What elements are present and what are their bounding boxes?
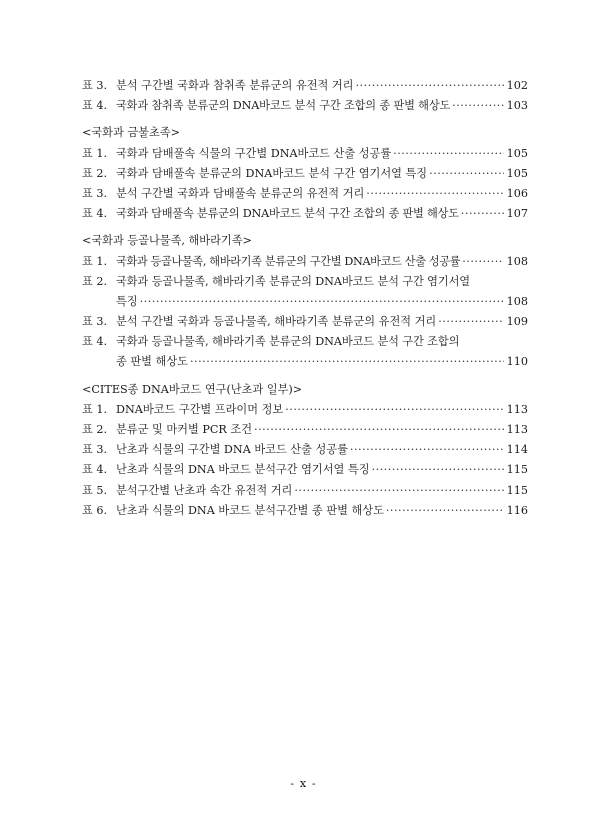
leader-dots bbox=[461, 204, 504, 224]
leader-dots bbox=[393, 144, 504, 164]
toc-entry-page: 108 bbox=[506, 254, 528, 268]
toc-entry-title-continued: 종 판별 해상도 bbox=[116, 355, 188, 369]
toc-entry-number: 표 5. bbox=[82, 483, 108, 497]
toc-entry-number: 표 1. bbox=[82, 402, 108, 416]
leader-dots bbox=[372, 460, 504, 480]
toc-group-cites-orchidaceae bbox=[82, 380, 528, 521]
toc-group-inuleae bbox=[82, 123, 528, 224]
toc-entry-continuation[interactable] bbox=[82, 352, 528, 372]
toc-entry[interactable] bbox=[82, 481, 528, 501]
toc-entry-title: 분류군 및 마커별 PCR 조건 bbox=[116, 423, 253, 436]
toc-entry-page: 102 bbox=[506, 79, 528, 92]
toc-entry[interactable] bbox=[82, 184, 528, 204]
toc-entry-page: 103 bbox=[506, 99, 528, 113]
section-heading: <국화과 등골나물족, 해바라기족> bbox=[82, 234, 252, 248]
toc-entry-title: 분석 구간별 국화과 등골나물족, 해바라기족 분류군의 유전적 거리 bbox=[116, 315, 437, 329]
toc-entry-title: 분석구간별 난초과 속간 유전적 거리 bbox=[116, 483, 293, 497]
leader-dots bbox=[254, 420, 504, 440]
toc-entry-number: 표 2. bbox=[82, 274, 108, 288]
toc-entry-number: 표 3. bbox=[82, 186, 108, 200]
toc-entry-first-line[interactable] bbox=[82, 332, 528, 352]
toc-entry-page: 110 bbox=[506, 355, 528, 369]
toc-entry[interactable] bbox=[82, 400, 528, 420]
toc-entry-title: 난초과 식물의 DNA 바코드 분석구간 염기서열 특징 bbox=[116, 463, 370, 477]
toc-entry-number: 표 4. bbox=[82, 463, 108, 477]
toc-entry-title: 국화과 등골나물족, 해바라기족 분류군의 구간별 DNA바코드 산출 성공률 bbox=[116, 254, 461, 268]
toc-entry-number: 표 4. bbox=[82, 207, 108, 221]
leader-dots bbox=[429, 164, 504, 184]
section-heading: <CITES종 DNA바코드 연구(난초과 일부)> bbox=[82, 382, 303, 396]
toc-entry-title-continued: 특징 bbox=[116, 294, 138, 308]
toc-entry-number: 표 1. bbox=[82, 254, 108, 268]
toc-entry-number: 표 4. bbox=[82, 335, 108, 349]
toc-entry-number: 표 1. bbox=[82, 146, 108, 160]
leader-dots bbox=[366, 184, 503, 204]
toc-entry-number: 표 2. bbox=[82, 166, 108, 180]
toc-entry[interactable] bbox=[82, 164, 528, 184]
leader-dots bbox=[350, 440, 504, 460]
toc-entry[interactable] bbox=[82, 204, 528, 224]
toc-entry-title: 국화과 등골나물족, 해바라기족 분류군의 DNA바코드 분석 구간 염기서열 bbox=[116, 274, 470, 288]
toc-entry[interactable] bbox=[82, 460, 528, 480]
table-of-contents bbox=[82, 76, 528, 521]
toc-entry[interactable] bbox=[82, 420, 528, 440]
toc-entry-page: 107 bbox=[506, 207, 528, 221]
section-heading: <국화과 금불초족> bbox=[82, 126, 180, 140]
toc-entry[interactable] bbox=[82, 144, 528, 164]
toc-entry-page: 116 bbox=[506, 503, 528, 517]
toc-entry-page: 115 bbox=[506, 483, 528, 497]
toc-entry[interactable] bbox=[82, 440, 528, 460]
page-number: - x - bbox=[290, 776, 317, 790]
leader-dots bbox=[355, 76, 503, 96]
toc-entry-title: DNA바코드 구간별 프라이머 정보 bbox=[116, 402, 284, 416]
toc-entry-page: 109 bbox=[506, 315, 528, 329]
toc-entry-title: 국화과 등골나물족, 해바라기족 분류군의 DNA바코드 분석 구간 조합의 bbox=[116, 335, 460, 349]
toc-entry[interactable] bbox=[82, 76, 528, 96]
toc-entry-title: 분석 구간별 국화과 참취족 분류군의 유전적 거리 bbox=[116, 79, 354, 92]
leader-dots bbox=[294, 481, 503, 501]
toc-entry-page: 105 bbox=[506, 146, 528, 160]
toc-entry[interactable] bbox=[82, 501, 528, 521]
leader-dots bbox=[386, 501, 504, 521]
toc-entry-page: 115 bbox=[506, 463, 528, 477]
toc-entry-title: 국화과 담배풀속 분류군의 DNA바코드 분석 구간 염기서열 특징 bbox=[116, 166, 428, 180]
toc-entry-page: 108 bbox=[506, 294, 528, 308]
toc-group-eupatorieae-heliantheae bbox=[82, 231, 528, 372]
toc-entry-title: 국화과 담배풀속 식물의 구간별 DNA바코드 산출 성공률 bbox=[116, 146, 392, 160]
toc-entry-page: 105 bbox=[506, 166, 528, 180]
toc-entry-title: 국화과 담배풀속 분류군의 DNA바코드 분석 구간 조합의 종 판별 해상도 bbox=[116, 207, 459, 221]
toc-entry[interactable] bbox=[82, 312, 528, 332]
toc-entry-title: 난초과 식물의 DNA 바코드 분석구간별 종 판별 해상도 bbox=[116, 503, 384, 517]
leader-dots bbox=[462, 252, 503, 272]
toc-entry-page: 114 bbox=[506, 443, 528, 457]
toc-entry-title: 분석 구간별 국화과 담배풀속 분류군의 유전적 거리 bbox=[116, 186, 365, 200]
toc-entry[interactable] bbox=[82, 252, 528, 272]
leader-dots bbox=[452, 96, 504, 116]
leader-dots bbox=[285, 400, 503, 420]
toc-entry-title: 난초과 식물의 구간별 DNA 바코드 산출 성공률 bbox=[116, 443, 348, 457]
toc-entry-first-line[interactable] bbox=[82, 272, 528, 292]
toc-group-asteraceae-astereae bbox=[82, 76, 528, 116]
leader-dots bbox=[190, 352, 504, 372]
toc-entry-title: 국화과 참취족 분류군의 DNA바코드 분석 구간 조합의 종 판별 해상도 bbox=[116, 99, 451, 113]
toc-entry-continuation[interactable] bbox=[82, 292, 528, 312]
toc-entry-number: 표 4. bbox=[82, 99, 108, 113]
toc-entry-page: 106 bbox=[506, 186, 528, 200]
toc-entry-number: 표 6. bbox=[82, 503, 108, 517]
toc-entry[interactable] bbox=[82, 96, 528, 116]
toc-entry-number: 표 3. bbox=[82, 315, 108, 329]
leader-dots bbox=[140, 292, 504, 312]
leader-dots bbox=[438, 312, 503, 332]
toc-entry-number: 표 3. bbox=[82, 79, 108, 92]
toc-entry-number: 표 3. bbox=[82, 443, 108, 457]
toc-entry-page: 113 bbox=[506, 402, 528, 416]
toc-entry-number: 표 2. bbox=[82, 423, 108, 436]
toc-entry-page: 113 bbox=[506, 423, 528, 436]
